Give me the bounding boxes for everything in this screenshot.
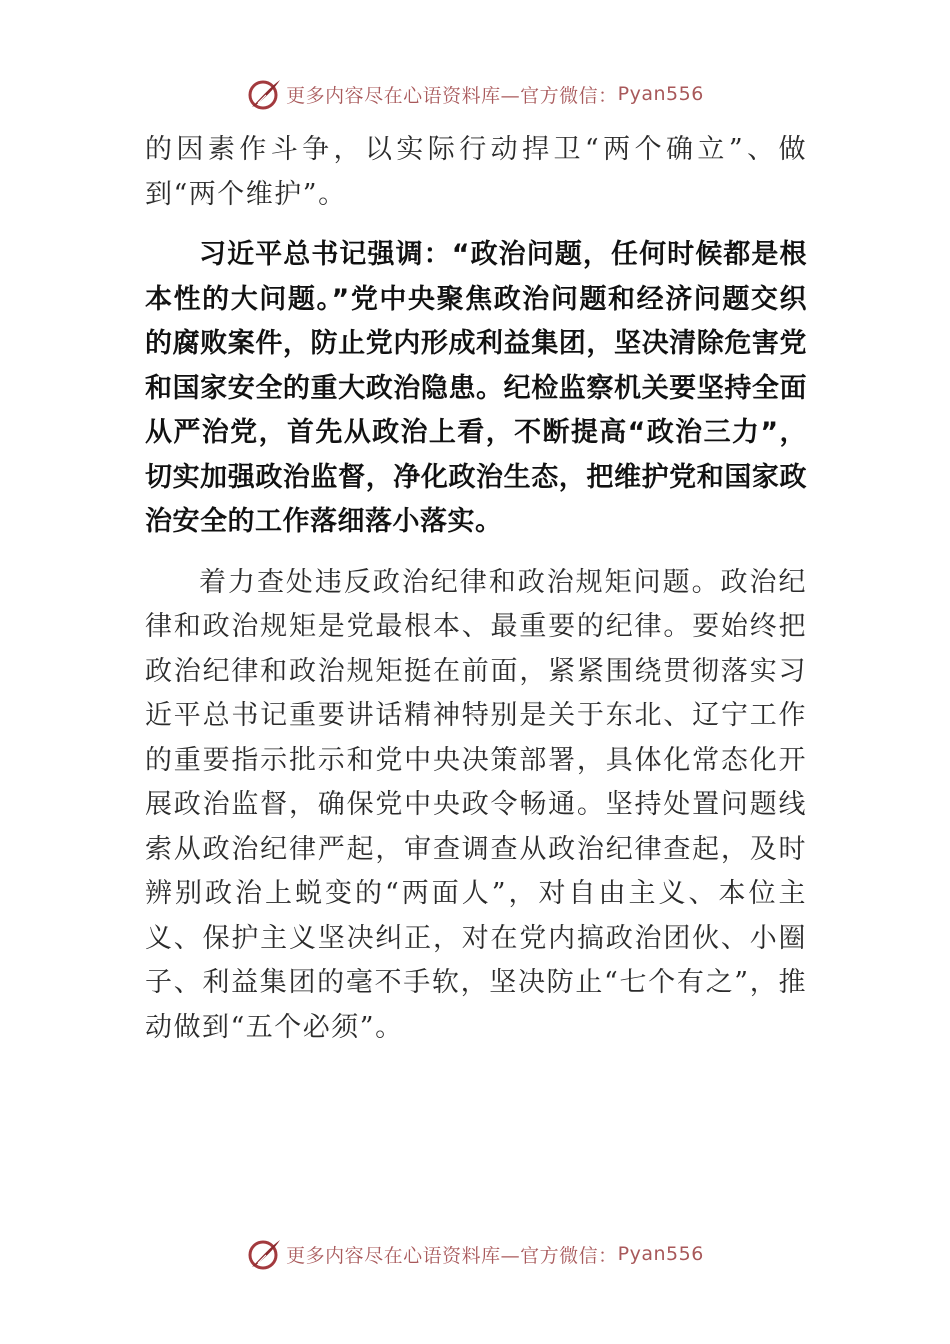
quill-logo-icon <box>246 77 282 111</box>
paragraph-1: 的因素作斗争，以实际行动捍卫“两个确立”、做到“两个维护”。 <box>145 134 807 210</box>
paragraph-3: 着力查处违反政治纪律和政治规矩问题。政治纪律和政治规矩是党最根本、最重要的纪律。要始终把政治纪律和政治规矩挺在前面，紧紧围绕贯彻落实习近平总书记重要讲话精神特别是关于东北、辽宁工作的重要指示批示和党中央决策部署，具体化常态化开展政治监督，确保党中央政令畅通。坚持处置问题线索从政治纪律严起，审查调查从政治纪律查起，及时辨别政治上蜕变的“两面人”，对自由主义、本位主义、保护主义坚决纠正，对在党内搞政治团伙、小圈子、利益集团的毫不手软，坚决防止“七个有之”，推动做到“五个必须”。 <box>145 566 807 1043</box>
watermark-wechat-id: Pyan556 <box>617 1243 704 1265</box>
paragraph-2: 习近平总书记强调：“政治问题，任何时候都是根本性的大问题。”党中央聚焦政治问题和经济问题交织的腐败案件，防止党内形成利益集团，坚决清除危害党和国家安全的重大政治隐患。纪检监察机关要坚持全面从严治党，首先从政治上看，不断提高“政治三力”，切实加强政治监督，净化政治生态，把维护党和国家政治安全的工作落细落小落实。 <box>145 239 807 537</box>
header-watermark <box>0 74 950 114</box>
footer-watermark <box>0 1234 950 1274</box>
document-body <box>145 128 807 1050</box>
quill-logo-icon <box>246 1237 282 1271</box>
watermark-text: 更多内容尽在心语资料库—官方微信： <box>286 1244 618 1267</box>
watermark-wechat-id: Pyan556 <box>617 83 704 105</box>
watermark-text: 更多内容尽在心语资料库—官方微信： <box>286 84 618 107</box>
